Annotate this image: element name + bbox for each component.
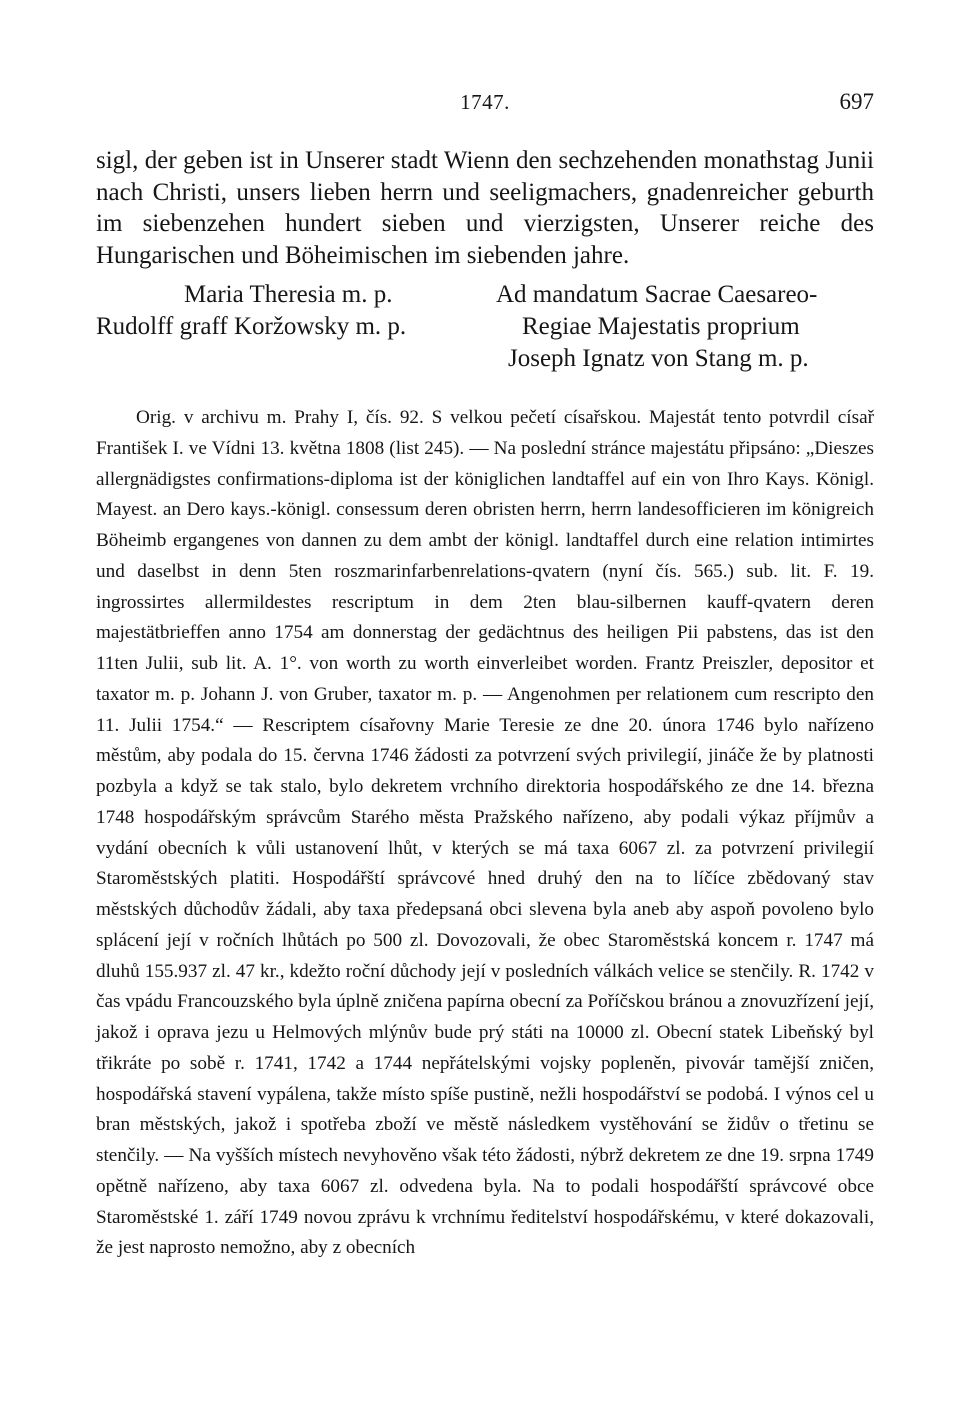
signature-korzowsky: Rudolff graff Koržowsky m. p. [96, 313, 407, 340]
note-paragraph [96, 403, 874, 1264]
signature-mandatum-line-1: Ad mandatum Sacrae Caesareo- [496, 281, 818, 308]
running-head-year: 1747. [460, 90, 510, 114]
main-paragraph: sigl, der geben ist in Unserer stadt Wienn den sechzehenden monathstag Junii nach Christi, unsers lieben herrn und seeligmachers, gnadenreicher geburth im siebenzehen hundert sieben und vierzigsten, Unserer reiche des Hungarischen und Böheimischen im siebenden jahre. [96, 147, 874, 269]
note-text: Orig. v archivu m. Prahy I, čís. 92. S velkou pečetí císařskou. Majestát tento potvrdil císař František I. ve Vídni 13. května 1808 (list 245). — Na poslední stránce majestátu připsáno: „Dieszes allergnädigstes confirmations-diploma ist der königlichen landtaffel auf ein von Ihro Kays. Königl. Mayest. an Dero kays.-königl. consessum deren obristen herrn, herrn landesofficieren im königreich Böheimb ergangenes von dannen zu dem ambt der königl. landtaffel durch eine relation intimirtes und daselbst in denn 5ten roszmarinfarbenrelations-qvatern (nyní čís. 565.) sub. lit. F. 19. ingrossirtes allermildestes rescriptum in dem 2ten blau-silbernen kauff-qvatern deren majestätbrieffen anno 1754 am donnerstag der gedächtnus des heiligen Pii pabstens, das ist den 11ten Julii, sub lit. A. 1°. von worth zu worth einverleibet worden. Frantz Preiszler, depositor et taxator m. p. Johann J. von Gruber, taxator m. p. — Angenohmen per relationem cum rescripto den 11. Julii 1754.“ — Rescriptem císařovny Marie Teresie ze dne 20. února 1746 bylo nařízeno městům, aby podala do 15. června 1746 žádosti za potvrzení svých privilegií, jináče že by platnosti pozbyla a když se tak stalo, bylo dekretem vrchního direktoria hospodářského ze dne 14. března 1748 hospodářským správcům Starého města Pražského nařízeno, aby podali výkaz příjmův a vydání obecních k vůli ustanovení lhůt, v kterých se má taxa 6067 zl. za potvrzení privilegií Staroměstských platiti. Hospodářští správcové hned druhý den na to líčíce zbědovaný stav městských důchodův žádali, aby taxa předepsaná obci slevena byla aneb aby aspoň povoleno bylo splácení její v ročních lhůtách po 500 zl. Dovozovali, že obec Staroměstská koncem r. 1747 má dluhů 155.937 zl. 47 kr., kdežto roční důchody její v posledních válkách velice se stenčily. R. 1742 v čas vpádu Francouzského byla úplně zničena papírna obecní za Poříčskou bránou a znovuzřízení její, jakož i oprava jezu u Helmových mlýnův bude prý státi na 10000 zl. Obecní statek Libeňský byl třikráte po sobě r. 1741, 1742 a 1744 nepřátelskými vojsky popleněn, pivovár tamější zničen, hospodářská stavení vypálena, takže místo spíše pustině, nežli hospodářství se podobá. I výnos cel u bran městských, jakož i spotřeba zboží ve městě následkem vystěhování se židův o třetinu se stenčily. — Na vyšších místech nevyhověno však této žádosti, nýbrž dekretem ze dne 19. srpna 1749 opětně nařízeno, aby taxa 6067 zl. odvedena byla. Na to podali hospodářští správcové obce Staroměstské 1. září 1749 novou zprávu k vrchnímu ředitelství hospodářskému, v které dokazovali, že jest naprosto nemožno, aby z obecních [96, 407, 874, 1259]
page-number: 697 [839, 89, 874, 114]
signature-block [96, 279, 874, 375]
page-header [96, 88, 874, 116]
signature-mandatum-line-2: Regiae Majestatis proprium [522, 313, 800, 340]
signature-stang: Joseph Ignatz von Stang m. p. [508, 345, 809, 372]
signature-maria-theresia: Maria Theresia m. p. [184, 281, 393, 308]
